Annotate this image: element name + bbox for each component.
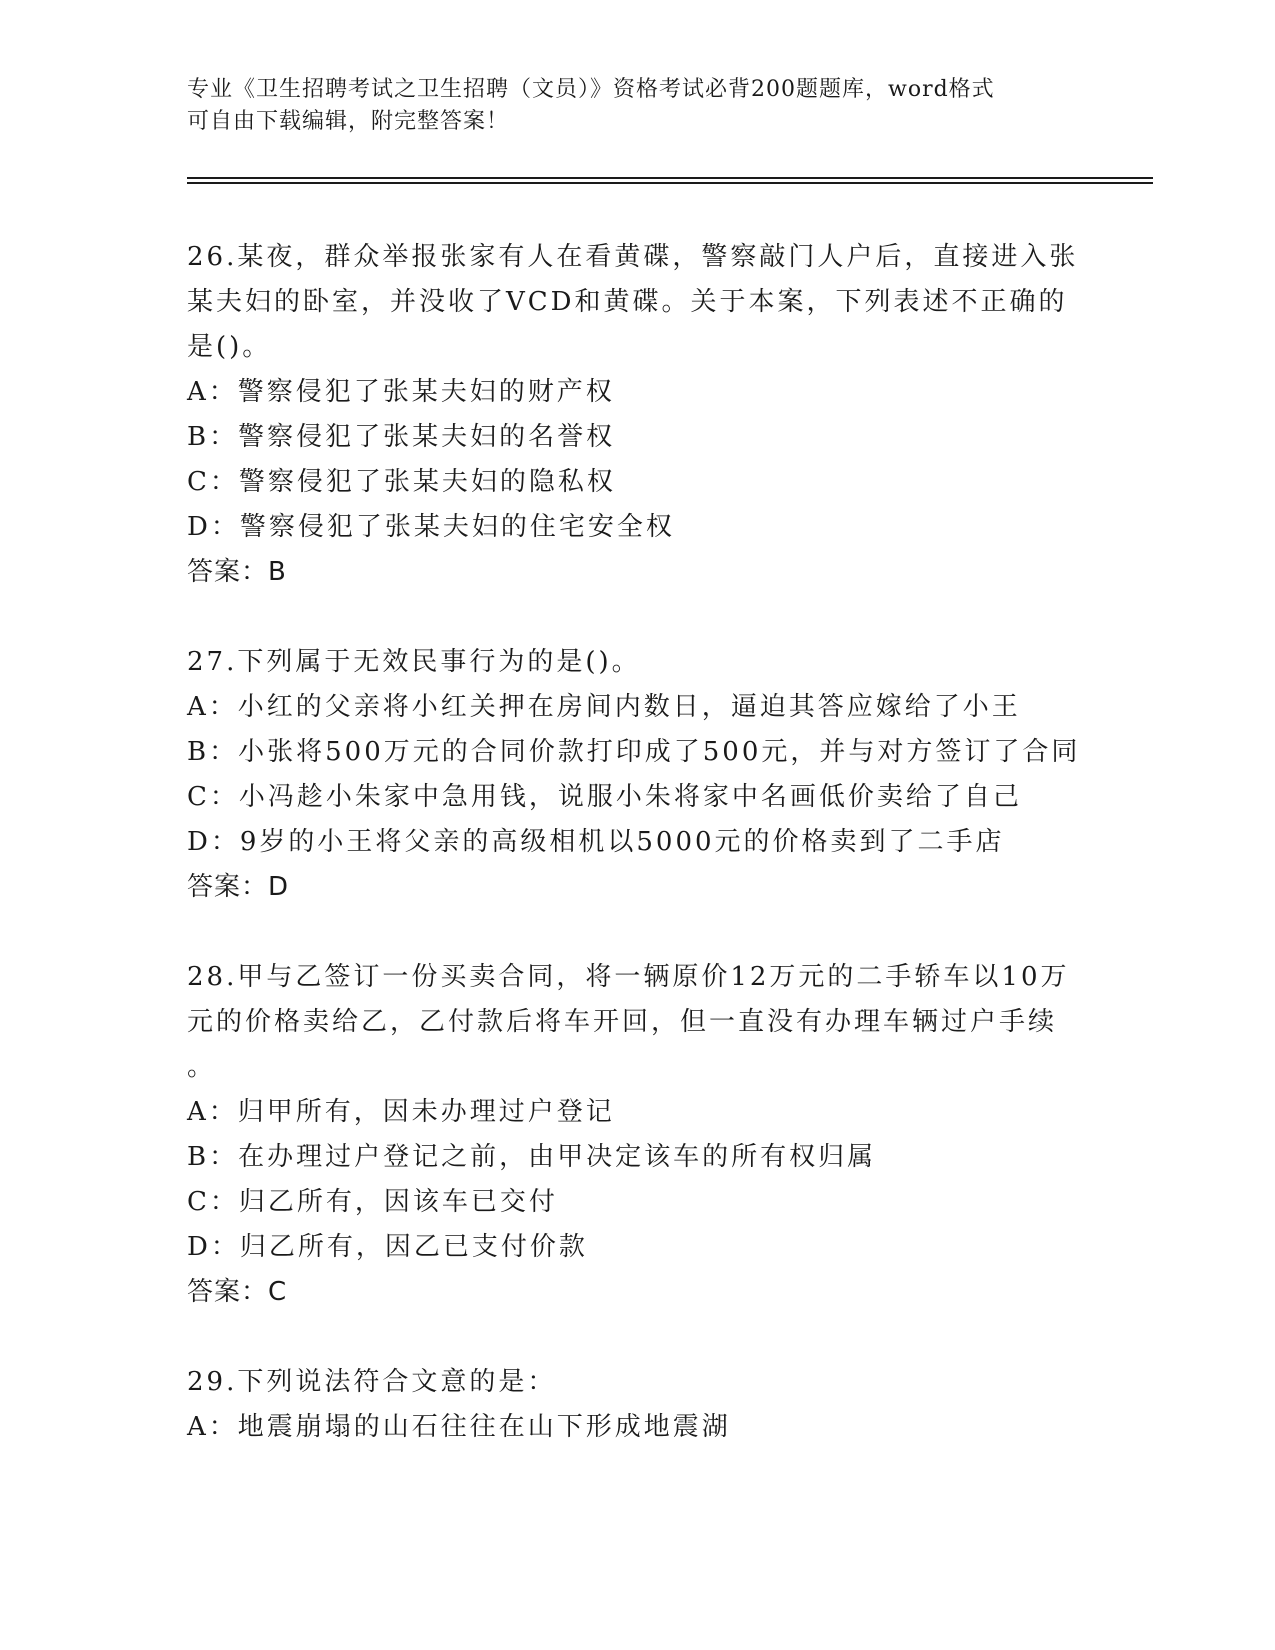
question-stem-line: 是()。 xyxy=(187,332,272,362)
option-b: B：在办理过户登记之前，由甲决定该车的所有权归属 xyxy=(187,1142,877,1172)
answer-label: 答案：D xyxy=(187,872,290,902)
question-stem-line: 元的价格卖给乙，乙付款后将车开回，但一直没有办理车辆过户手续 xyxy=(187,1007,1058,1037)
question-28 xyxy=(187,955,1087,1315)
question-stem-line: 29.下列说法符合文意的是： xyxy=(187,1367,557,1397)
document-header xyxy=(187,74,1067,138)
option-d: D：警察侵犯了张某夫妇的住宅安全权 xyxy=(187,512,675,542)
question-list xyxy=(187,235,1087,1495)
question-stem-line: 28.甲与乙签订一份买卖合同，将一辆原价12万元的二手轿车以10万 xyxy=(187,962,1070,992)
option-a: A：地震崩塌的山石往往在山下形成地震湖 xyxy=(187,1412,731,1442)
question-stem-line: 26.某夜，群众举报张家有人在看黄碟，警察敲门人户后，直接进入张 xyxy=(187,242,1079,272)
header-line-1: 专业《卫生招聘考试之卫生招聘（文员）》资格考试必背200题题库，word格式 xyxy=(187,77,995,102)
question-stem-line: 某夫妇的卧室，并没收了VCD和黄碟。关于本案，下列表述不正确的 xyxy=(187,287,1068,317)
question-stem-line: 。 xyxy=(187,1052,217,1082)
option-a: A：小红的父亲将小红关押在房间内数日，逼迫其答应嫁给了小王 xyxy=(187,692,1021,722)
header-divider-top xyxy=(187,177,1153,179)
option-c: C：归乙所有，因该车已交付 xyxy=(187,1187,558,1217)
option-d: D：归乙所有，因乙已支付价款 xyxy=(187,1232,588,1262)
header-line-2: 可自由下载编辑，附完整答案！ xyxy=(187,109,510,134)
answer-label: 答案：B xyxy=(187,557,287,587)
option-a: A：归甲所有，因未办理过户登记 xyxy=(187,1097,615,1127)
option-b: B：小张将500万元的合同价款打印成了500元，并与对方签订了合同 xyxy=(187,737,1081,767)
option-c: C：小冯趁小朱家中急用钱，说服小朱将家中名画低价卖给了自己 xyxy=(187,782,1022,812)
option-a: A：警察侵犯了张某夫妇的财产权 xyxy=(187,377,615,407)
option-b: B：警察侵犯了张某夫妇的名誉权 xyxy=(187,422,616,452)
header-divider-bottom xyxy=(187,182,1153,184)
question-27 xyxy=(187,640,1087,910)
question-29 xyxy=(187,1360,1087,1450)
option-c: C：警察侵犯了张某夫妇的隐私权 xyxy=(187,467,616,497)
option-d: D：9岁的小王将父亲的高级相机以5000元的价格卖到了二手店 xyxy=(187,827,1005,857)
question-26 xyxy=(187,235,1087,595)
question-stem-line: 27.下列属于无效民事行为的是()。 xyxy=(187,647,641,677)
answer-label: 答案：C xyxy=(187,1277,288,1307)
